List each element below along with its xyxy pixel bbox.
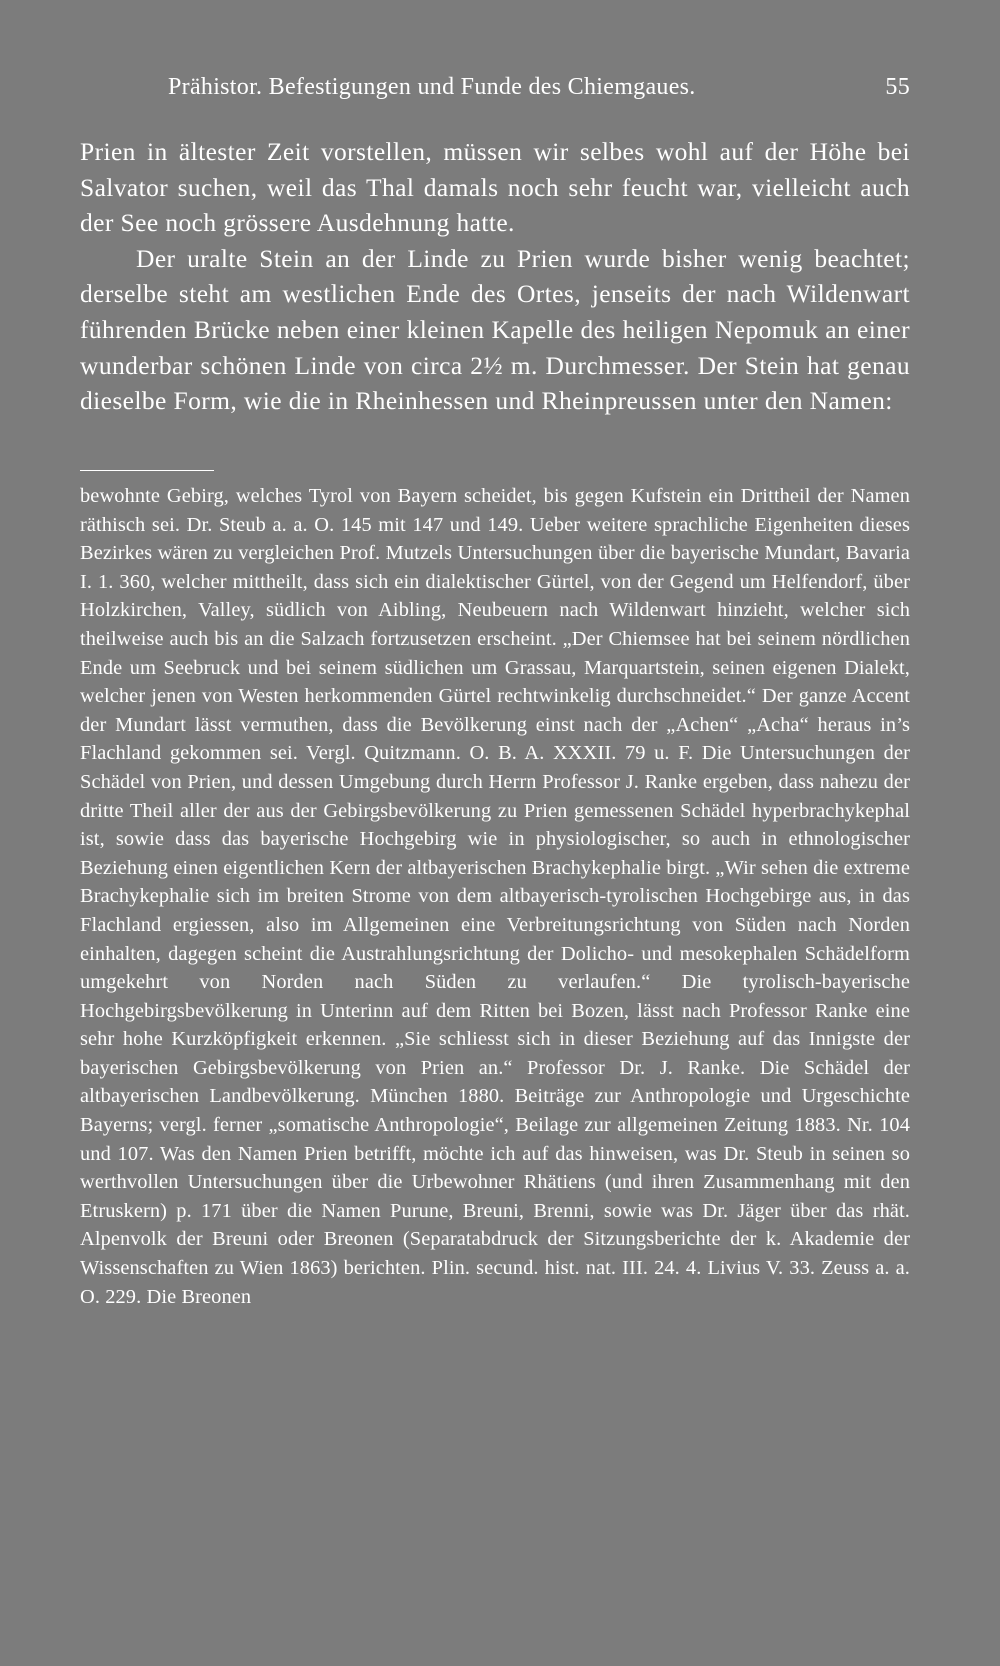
page-number: 55	[885, 74, 910, 100]
main-paragraph-1: Prien in ältester Zeit vorstellen, müssen wir selbes wohl auf der Höhe bei Salvator suchen, weil das Thal damals noch sehr feucht war, vielleicht auch der See noch grössere Ausdehnung hatte.	[80, 137, 910, 238]
running-head-title: Prähistor. Befestigungen und Funde des Chiemgaues.	[168, 74, 696, 100]
footnote-text: bewohnte Gebirg, welches Tyrol von Bayern scheidet, bis gegen Kufstein ein Drittheil der Namen räthisch sei. Dr. Steub a. a. O. 145 mit 147 und 149. Ueber weitere sprachliche Eigenheiten dieses Bezirkes wären zu vergleichen Prof. Mutzels Untersuchungen über die bayerische Mundart, Bavaria I. 1. 360, welcher mittheilt, dass sich ein dialektischer Gürtel, von der Gegend um Helfendorf, über Holzkirchen, Valley, südlich von Aibling, Neubeuern nach Wildenwart hinzieht, welcher sich theilweise auch bis an die Salzach fortzusetzen erscheint. „Der Chiemsee hat bei seinem nördlichen Ende um Seebruck und bei seinem südlichen um Grassau, Marquartstein, seinen eigenen Dialekt, welcher jenen von Westen herkommenden Gürtel rechtwinkelig durchschneidet.“ Der ganze Accent der Mundart lässt vermuthen, dass die Bevölkerung einst nach der „Achen“ „Acha“ heraus in’s Flachland gekommen sei. Vergl. Quitzmann. O. B. A. XXXII. 79 u. F. Die Untersuchungen der Schädel von Prien, und dessen Umgebung durch Herrn Professor J. Ranke ergeben, dass nahezu der dritte Theil aller der aus der Gebirgsbevölkerung zu Prien gemessenen Schädel hyperbrachykephal ist, sowie dass das bayerische Hochgebirg wie in physiologischer, so auch in ethnologischer Beziehung einen eigentlichen Kern der altbayerischen Brachykephalie birgt. „Wir sehen die extreme Brachykephalie sich im breiten Strome von dem altbayerisch-tyrolischen Hochgebirge aus, in das Flachland ergiessen, also im Allgemeinen eine Verbreitungsrichtung von Süden nach Norden einhalten, dagegen scheint die Austrahlungsrichtung der Dolicho- und mesokephalen Schädelform umgekehrt von Norden nach Süden zu verlaufen.“ Die tyrolisch-bayerische Hochgebirgsbevölkerung in Unterinn auf dem Ritten bei Bozen, lässt nach Professor Ranke eine sehr hohe Kurzköpfigkeit erkennen. „Sie schliesst sich in dieser Beziehung auf das Innigste der bayerischen Gebirgsbevölkerung von Prien an.“ Professor Dr. J. Ranke. Die Schädel der altbayerischen Landbevölkerung. München 1880. Beiträge zur Anthropologie und Urgeschichte Bayerns; vergl. ferner „somatische Anthropologie“, Beilage zur allgemeinen Zeitung 1883. Nr. 104 und 107. Was den Namen Prien betrifft, möchte ich auf das hinweisen, was Dr. Steub in seinen so werthvollen Untersuchungen über die Urbewohner Rhätiens (und ihren Zusammenhang mit den Etruskern) p. 171 über die Namen Purune, Breuni, Brenni, sowie was Dr. Jäger über das rhät. Alpenvolk der Breuni oder Breonen (Separatabdruck der Sitzungsberichte der k. Akademie der Wissenschaften zu Wien 1863) berichten. Plin. secund. hist. nat. III. 24. 4. Livius V. 33. Zeuss a. a. O. 229. Die Breonen	[80, 485, 910, 1308]
footnote	[80, 482, 910, 1311]
main-text	[80, 134, 910, 419]
main-paragraph-2: Der uralte Stein an der Linde zu Prien wurde bisher wenig beachtet; derselbe steht am westlichen Ende des Ortes, jenseits der nach Wildenwart führenden Brücke neben einer kleinen Kapelle des heiligen Nepomuk an einer wunderbar schönen Linde von circa 2½ m. Durchmesser. Der Stein hat genau dieselbe Form, wie die in Rheinhessen und Rheinpreussen unter den Namen:	[80, 243, 910, 416]
running-head	[168, 74, 910, 110]
footnote-separator-rule	[80, 470, 214, 471]
